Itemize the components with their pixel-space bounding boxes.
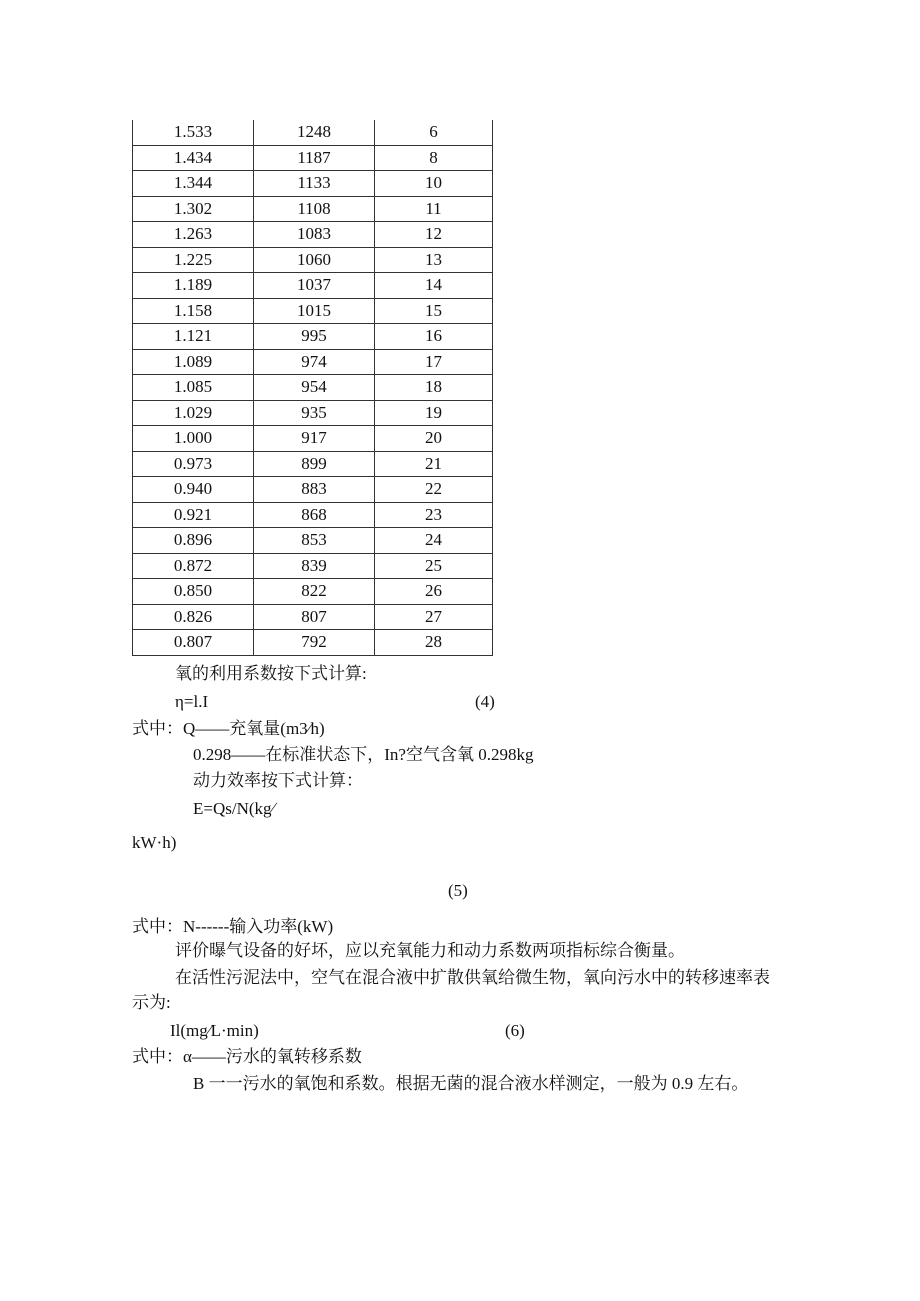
table-cell: 1.434 [133, 145, 254, 171]
table-cell: 1083 [254, 222, 375, 248]
table-cell: 899 [254, 451, 375, 477]
table-cell: 1248 [254, 120, 375, 145]
table-cell: 6 [375, 120, 493, 145]
table-cell: 1108 [254, 196, 375, 222]
table-cell: 16 [375, 324, 493, 350]
table-cell: 883 [254, 477, 375, 503]
table-cell: 853 [254, 528, 375, 554]
table-row [133, 502, 493, 528]
table-cell: 26 [375, 579, 493, 605]
evaluation-paragraph: 评价曝气设备的好坏，应以充氧能力和动力系数两项指标综合衡量。 [175, 941, 685, 960]
q-definition: 式中：Q——充氧量(m3∕h) [132, 719, 325, 738]
equation-4-formula: η=l.I [175, 692, 209, 711]
table-cell: 21 [375, 451, 493, 477]
table-cell: 1.263 [133, 222, 254, 248]
table-row [133, 120, 493, 145]
table-row [133, 324, 493, 350]
table-cell: 974 [254, 349, 375, 375]
table-cell: 1.085 [133, 375, 254, 401]
table-cell: 995 [254, 324, 375, 350]
table-cell: 1060 [254, 247, 375, 273]
power-efficiency-intro: 动力效率按下式计算： [193, 771, 363, 790]
table-row [133, 426, 493, 452]
n-definition: 式中：N------输入功率(kW) [132, 917, 334, 936]
table-cell: 20 [375, 426, 493, 452]
table-cell: 954 [254, 375, 375, 401]
equation-5-number: (5) [448, 881, 468, 900]
equation-6-formula: Il(mg∕L·min) [170, 1021, 259, 1040]
table-row [133, 247, 493, 273]
table-row [133, 349, 493, 375]
table-cell: 868 [254, 502, 375, 528]
table-cell: 1015 [254, 298, 375, 324]
table-cell: 1.158 [133, 298, 254, 324]
table-cell: 0.940 [133, 477, 254, 503]
table-row [133, 145, 493, 171]
table-row [133, 579, 493, 605]
table-cell: 0.872 [133, 553, 254, 579]
table-cell: 0.807 [133, 630, 254, 656]
table-cell: 1037 [254, 273, 375, 299]
table-cell: 1.302 [133, 196, 254, 222]
table-cell: 1133 [254, 171, 375, 197]
table-row [133, 451, 493, 477]
table-cell: 0.826 [133, 604, 254, 630]
table-cell: 1.189 [133, 273, 254, 299]
table-row [133, 604, 493, 630]
table-cell: 12 [375, 222, 493, 248]
oxygen-utilization-intro: 氧的利用系数按下式计算: [175, 664, 367, 683]
table-cell: 18 [375, 375, 493, 401]
table-row [133, 196, 493, 222]
table-row [133, 298, 493, 324]
table-cell: 15 [375, 298, 493, 324]
table-row [133, 630, 493, 656]
table-cell: 1.029 [133, 400, 254, 426]
table-row [133, 375, 493, 401]
table-cell: 1.344 [133, 171, 254, 197]
table-row [133, 528, 493, 554]
table-row [133, 222, 493, 248]
table-cell: 19 [375, 400, 493, 426]
table-cell: 792 [254, 630, 375, 656]
equation-5-unit: kW·h) [132, 833, 177, 852]
table-cell: 1.000 [133, 426, 254, 452]
table-cell: 0.973 [133, 451, 254, 477]
table-row [133, 477, 493, 503]
equation-5-formula: E=Qs/N(kg∕ [193, 799, 275, 818]
table-cell: 1187 [254, 145, 375, 171]
table-cell: 822 [254, 579, 375, 605]
table-cell: 27 [375, 604, 493, 630]
beta-definition: B 一一污水的氧饱和系数。根据无菌的混合液水样测定，一般为 0.9 左右。 [193, 1074, 749, 1093]
equation-4-number: (4) [475, 692, 495, 711]
table-cell: 0.921 [133, 502, 254, 528]
table-cell: 1.225 [133, 247, 254, 273]
table-cell: 22 [375, 477, 493, 503]
table-cell: 8 [375, 145, 493, 171]
table-cell: 0.896 [133, 528, 254, 554]
data-table-body [133, 120, 493, 655]
table-cell: 0.850 [133, 579, 254, 605]
table-cell: 23 [375, 502, 493, 528]
table-cell: 13 [375, 247, 493, 273]
table-cell: 14 [375, 273, 493, 299]
table-cell: 17 [375, 349, 493, 375]
table-cell: 935 [254, 400, 375, 426]
equation-6-number: (6) [505, 1021, 525, 1040]
table-cell: 24 [375, 528, 493, 554]
constant-0298-definition: 0.298——在标准状态下，In?空气含氧 0.298kg [193, 745, 534, 764]
table-cell: 10 [375, 171, 493, 197]
table-row [133, 400, 493, 426]
table-row [133, 553, 493, 579]
table-cell: 28 [375, 630, 493, 656]
table-row [133, 273, 493, 299]
table-cell: 839 [254, 553, 375, 579]
table-cell: 25 [375, 553, 493, 579]
table-cell: 1.121 [133, 324, 254, 350]
table-cell: 11 [375, 196, 493, 222]
activated-sludge-paragraph-line2: 示为: [132, 993, 171, 1012]
table-row [133, 171, 493, 197]
table-cell: 917 [254, 426, 375, 452]
table-cell: 1.533 [133, 120, 254, 145]
table-cell: 1.089 [133, 349, 254, 375]
activated-sludge-paragraph-line1: 在活性污泥法中，空气在混合液中扩散供氧给微生物，氧向污水中的转移速率表 [175, 968, 770, 987]
table-cell: 807 [254, 604, 375, 630]
data-table [132, 120, 493, 656]
alpha-definition: 式中：α——污水的氧转移系数 [132, 1047, 362, 1066]
